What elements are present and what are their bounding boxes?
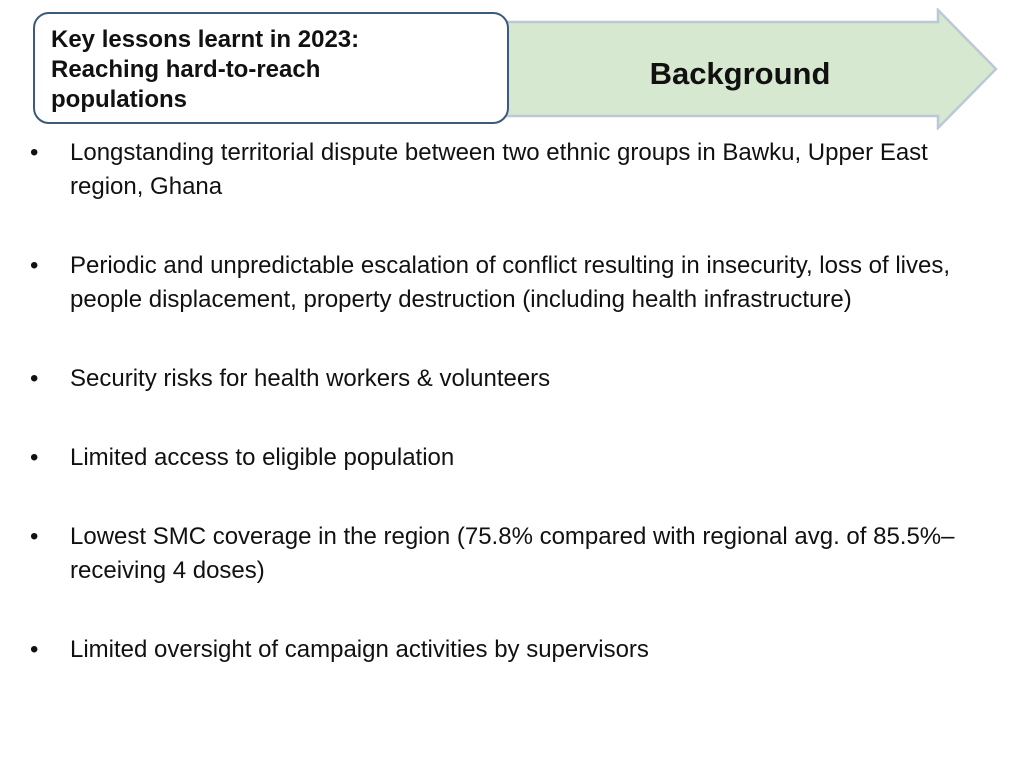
- bullet-marker: •: [30, 523, 39, 550]
- bullet-text: Longstanding territorial dispute between two ethnic groups in Bawku, Upper East region, Ghana: [70, 139, 928, 200]
- bullet-text: Limited access to eligible population: [70, 444, 455, 471]
- section-label: Background: [649, 56, 831, 91]
- bullet-item: [30, 520, 1000, 588]
- bullet-text: Limited oversight of campaign activities by supervisors: [70, 636, 649, 663]
- title-line-2: Reaching hard-to-reach: [51, 56, 321, 83]
- bullet-text: Security risks for health workers & volunteers: [70, 365, 551, 392]
- bullet-marker: •: [30, 636, 39, 663]
- bullet-item: [30, 249, 1000, 317]
- bullet-marker: •: [30, 252, 39, 279]
- bullet-list: [30, 136, 1000, 712]
- bullet-text: Periodic and unpredictable escalation of conflict resulting in insecurity, loss of lives, people displacement, property destruction (including health infrastructure): [70, 252, 951, 313]
- title-line-3: populations: [51, 86, 187, 113]
- bullet-text: Lowest SMC coverage in the region (75.8% compared with regional avg. of 85.5%– receiving 4 doses): [70, 523, 955, 584]
- title-line-1: Key lessons learnt in 2023:: [51, 26, 360, 53]
- bullet-item: [30, 136, 1000, 204]
- bullet-item: [30, 362, 1000, 396]
- title-box: [33, 12, 509, 124]
- bullet-item: [30, 441, 1000, 475]
- bullet-marker: •: [30, 365, 39, 392]
- bullet-marker: •: [30, 444, 39, 471]
- bullet-item: [30, 633, 1000, 667]
- bullet-marker: •: [30, 139, 39, 166]
